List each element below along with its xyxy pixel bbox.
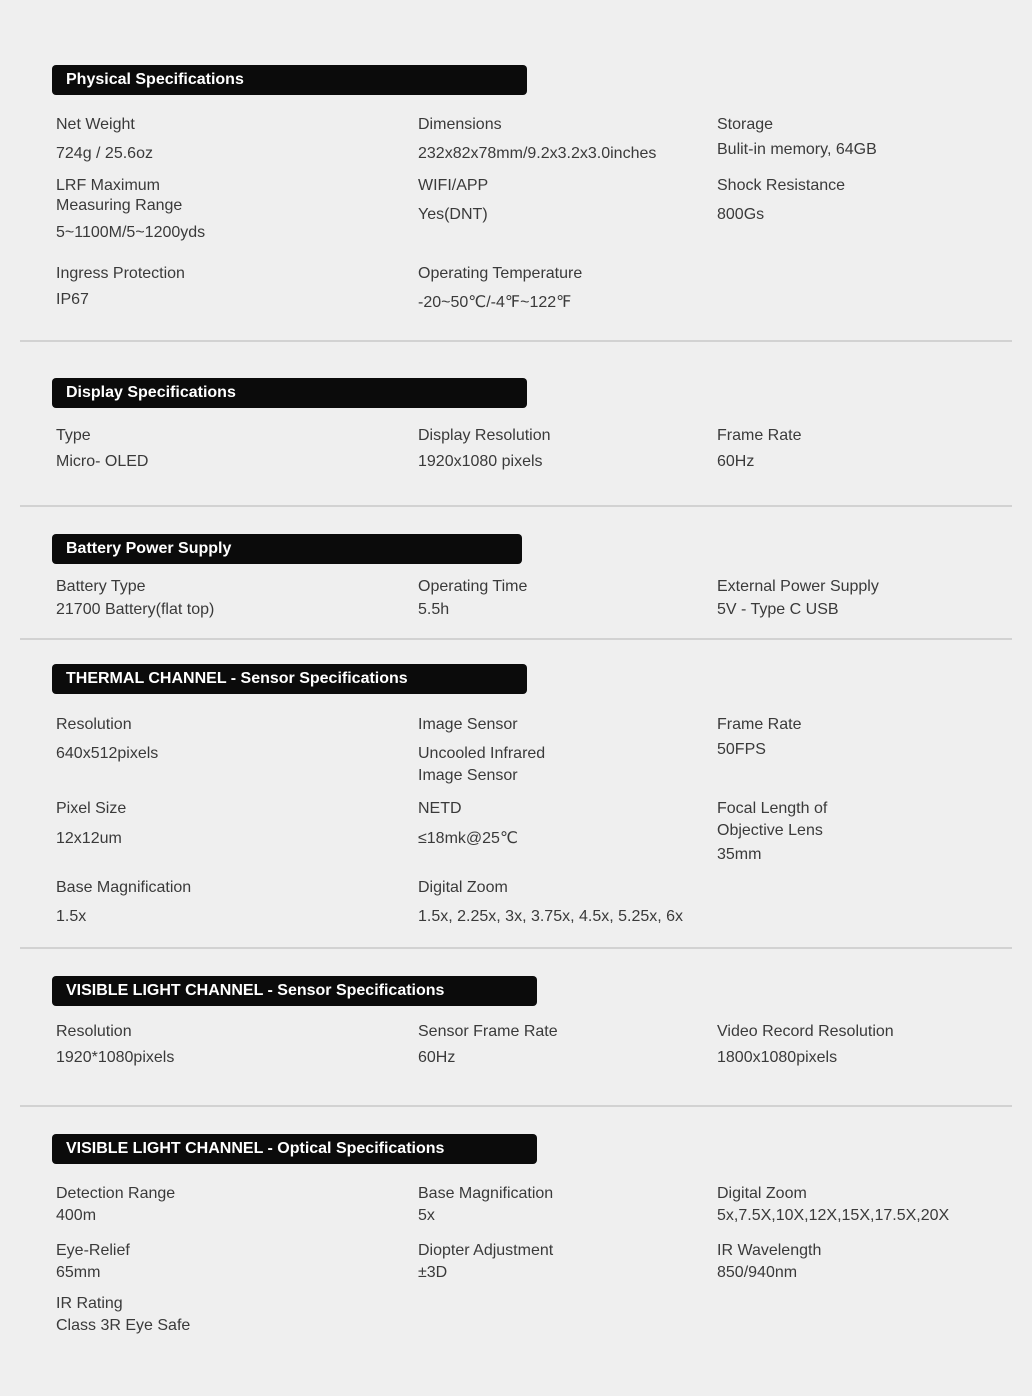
- wifi-app-label: WIFI/APP: [418, 177, 489, 194]
- focal-length-value: 35mm: [717, 846, 762, 863]
- ir-wavelength-value: 850/940nm: [717, 1264, 798, 1281]
- visible-resolution-value: 1920*1080pixels: [56, 1049, 175, 1066]
- display-resolution-value: 1920x1080 pixels: [418, 453, 543, 470]
- display-type-label: Type: [56, 427, 91, 444]
- display-frame-rate-value: 60Hz: [717, 453, 755, 470]
- operating-temperature-label: Operating Temperature: [418, 265, 583, 282]
- thermal-frame-rate-value: 50FPS: [717, 741, 766, 758]
- ir-rating-label: IR Rating: [56, 1295, 123, 1312]
- divider: [20, 638, 1012, 640]
- video-record-resolution-value: 1800x1080pixels: [717, 1049, 838, 1066]
- detection-range-value: 400m: [56, 1207, 97, 1224]
- visible-resolution-label: Resolution: [56, 1023, 132, 1040]
- dimensions-label: Dimensions: [418, 116, 502, 133]
- ir-wavelength-label: IR Wavelength: [717, 1242, 822, 1259]
- divider: [20, 1105, 1012, 1107]
- eye-relief-value: 65mm: [56, 1264, 101, 1281]
- operating-temperature-value: -20~50℃/-4℉~122℉: [418, 294, 572, 311]
- divider: [20, 340, 1012, 342]
- focal-length-label-line2: Objective Lens: [717, 822, 823, 839]
- ingress-protection-value: IP67: [56, 291, 89, 308]
- display-frame-rate-label: Frame Rate: [717, 427, 802, 444]
- image-sensor-value-line2: Image Sensor: [418, 767, 518, 784]
- thermal-resolution-value: 640x512pixels: [56, 745, 159, 762]
- video-record-resolution-label: Video Record Resolution: [717, 1023, 894, 1040]
- thermal-digital-zoom-value: 1.5x, 2.25x, 3x, 3.75x, 4.5x, 5.25x, 6x: [418, 908, 684, 925]
- image-sensor-value-line1: Uncooled Infrared: [418, 745, 546, 762]
- thermal-frame-rate-label: Frame Rate: [717, 716, 802, 733]
- visible-base-magnification-value: 5x: [418, 1207, 435, 1224]
- sensor-frame-rate-label: Sensor Frame Rate: [418, 1023, 558, 1040]
- pixel-size-value: 12x12um: [56, 830, 122, 847]
- focal-length-label-line1: Focal Length of: [717, 800, 828, 817]
- ir-rating-value: Class 3R Eye Safe: [56, 1317, 191, 1334]
- physical-specifications-header: Physical Specifications: [52, 65, 527, 95]
- netd-value: ≤18mk@25℃: [418, 830, 518, 847]
- diopter-adjustment-label: Diopter Adjustment: [418, 1242, 554, 1259]
- ingress-protection-label: Ingress Protection: [56, 265, 185, 282]
- visible-optical-header: VISIBLE LIGHT CHANNEL - Optical Specifications: [52, 1134, 537, 1164]
- thermal-digital-zoom-label: Digital Zoom: [418, 879, 508, 896]
- battery-power-supply-header: Battery Power Supply: [52, 534, 522, 564]
- visible-base-magnification-label: Base Magnification: [418, 1185, 554, 1202]
- net-weight-label: Net Weight: [56, 116, 135, 133]
- display-resolution-label: Display Resolution: [418, 427, 551, 444]
- detection-range-label: Detection Range: [56, 1185, 176, 1202]
- battery-type-value: 21700 Battery(flat top): [56, 601, 215, 618]
- netd-label: NETD: [418, 800, 462, 817]
- thermal-channel-header: THERMAL CHANNEL - Sensor Specifications: [52, 664, 527, 694]
- diopter-adjustment-value: ±3D: [418, 1264, 448, 1281]
- divider: [20, 947, 1012, 949]
- visible-sensor-header: VISIBLE LIGHT CHANNEL - Sensor Specifications: [52, 976, 537, 1006]
- storage-label: Storage: [717, 116, 774, 133]
- storage-value: Bulit-in memory, 64GB: [717, 141, 877, 158]
- lrf-label-line2: Measuring Range: [56, 197, 183, 214]
- display-specifications-header: Display Specifications: [52, 378, 527, 408]
- image-sensor-label: Image Sensor: [418, 716, 518, 733]
- external-power-supply-label: External Power Supply: [717, 578, 879, 595]
- visible-digital-zoom-label: Digital Zoom: [717, 1185, 807, 1202]
- eye-relief-label: Eye-Relief: [56, 1242, 130, 1259]
- shock-resistance-value: 800Gs: [717, 206, 765, 223]
- display-type-value: Micro- OLED: [56, 453, 149, 470]
- thermal-base-magnification-label: Base Magnification: [56, 879, 192, 896]
- operating-time-value: 5.5h: [418, 601, 450, 618]
- battery-type-label: Battery Type: [56, 578, 146, 595]
- lrf-label-line1: LRF Maximum: [56, 177, 161, 194]
- shock-resistance-label: Shock Resistance: [717, 177, 846, 194]
- thermal-base-magnification-value: 1.5x: [56, 908, 87, 925]
- visible-digital-zoom-value: 5x,7.5X,10X,12X,15X,17.5X,20X: [717, 1207, 950, 1224]
- sensor-frame-rate-value: 60Hz: [418, 1049, 456, 1066]
- net-weight-value: 724g / 25.6oz: [56, 145, 153, 162]
- pixel-size-label: Pixel Size: [56, 800, 127, 817]
- lrf-value: 5~1100M/5~1200yds: [56, 224, 206, 241]
- external-power-supply-value: 5V - Type C USB: [717, 601, 839, 618]
- wifi-app-value: Yes(DNT): [418, 206, 488, 223]
- operating-time-label: Operating Time: [418, 578, 528, 595]
- dimensions-value: 232x82x78mm/9.2x3.2x3.0inches: [418, 145, 657, 162]
- divider: [20, 505, 1012, 507]
- thermal-resolution-label: Resolution: [56, 716, 132, 733]
